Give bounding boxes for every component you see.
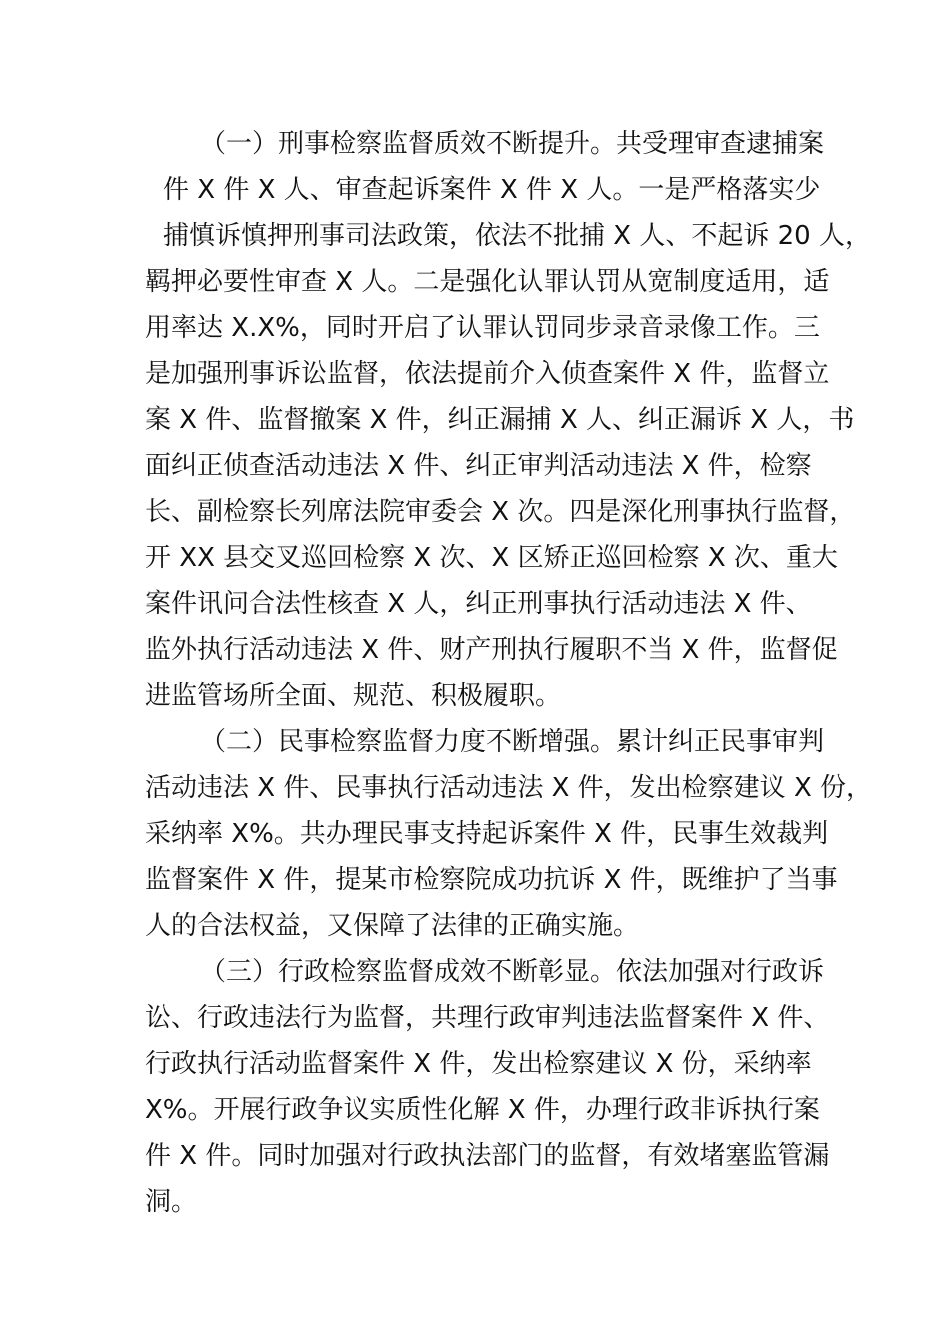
paragraph-line: 活动违法 X 件、民事执行活动违法 X 件，发出检察建议 X 份， xyxy=(145,773,873,803)
paragraph-line: 羁押必要性审查 X 人。二是强化认罪认罚从宽制度适用，适 xyxy=(145,267,830,297)
paragraph-line: 人的合法权益，又保障了法律的正确实施。 xyxy=(145,911,640,941)
paragraph-line: 监督案件 X 件，提某市检察院成功抗诉 X 件，既维护了当事 xyxy=(145,865,838,895)
paragraph-line: 讼、行政违法行为监督，共理行政审判违法监督案件 X 件、 xyxy=(145,1003,830,1033)
paragraph-line: 案 X 件、监督撤案 X 件，纠正漏捕 X 人、纠正漏诉 X 人，书 xyxy=(145,405,855,435)
paragraph-line: 监外执行活动违法 X 件、财产刑执行履职不当 X 件，监督促 xyxy=(145,635,838,665)
paragraph-line: 案件讯问合法性核查 X 人，纠正刑事执行活动违法 X 件、 xyxy=(145,589,812,619)
paragraph-line: 捕慎诉慎押刑事司法政策，依法不批捕 X 人、不起诉 20 人， xyxy=(163,221,871,251)
paragraph-line: X%。开展行政争议实质性化解 X 件，办理行政非诉执行案 xyxy=(145,1095,820,1125)
paragraph-line: 用率达 X.X%，同时开启了认罪认罚同步录音录像工作。三 xyxy=(145,313,820,343)
paragraph-line: 采纳率 X%。共办理民事支持起诉案件 X 件，民事生效裁判 xyxy=(145,819,829,849)
paragraph-line: 件 X 件。同时加强对行政执法部门的监督，有效堵塞监管漏 xyxy=(145,1141,830,1171)
paragraph-line: 是加强刑事诉讼监督，依法提前介入侦查案件 X 件，监督立 xyxy=(145,359,830,389)
paragraph-line: （三）行政检察监督成效不断彰显。依法加强对行政诉 xyxy=(200,957,825,987)
paragraph-line: 件 X 件 X 人、审查起诉案件 X 件 X 人。一是严格落实少 xyxy=(163,175,821,205)
paragraph-line: 面纠正侦查活动违法 X 件、纠正审判活动违法 X 件，检察 xyxy=(145,451,812,481)
paragraph-line: （二）民事检察监督力度不断增强。累计纠正民事审判 xyxy=(200,727,825,757)
paragraph-line: 行政执行活动监督案件 X 件，发出检察建议 X 份，采纳率 xyxy=(145,1049,812,1079)
paragraph-line: 进监管场所全面、规范、积极履职。 xyxy=(145,681,562,711)
paragraph-line: 开 XX 县交叉巡回检察 X 次、X 区矫正巡回检察 X 次、重大 xyxy=(145,543,838,573)
paragraph-line: 长、副检察长列席法院审委会 X 次。四是深化刑事执行监督， xyxy=(145,497,856,527)
paragraph-line: （一）刑事检察监督质效不断提升。共受理审查逮捕案 xyxy=(200,129,825,159)
paragraph-line: 洞。 xyxy=(145,1187,198,1217)
